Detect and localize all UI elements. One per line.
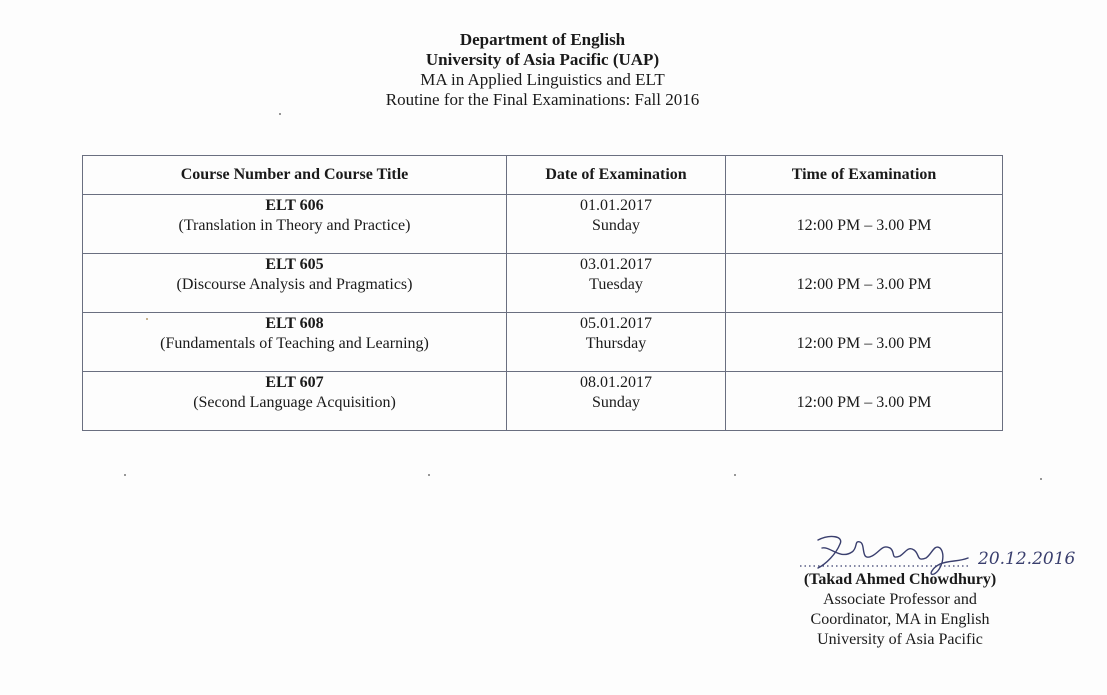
- routine-title: Routine for the Final Examinations: Fall 2016: [385, 90, 700, 109]
- signatory-details: [780, 570, 1020, 650]
- scan-speck: [428, 474, 430, 476]
- course-code: ELT 608: [265, 315, 324, 332]
- exam-day: Sunday: [592, 217, 640, 234]
- column-header-course: Course Number and Course Title: [83, 156, 507, 195]
- department-name: Department of English: [459, 30, 626, 49]
- table-header-row: [83, 156, 1003, 195]
- handwritten-date: 20.12.2016: [978, 549, 1076, 569]
- course-cell: [83, 254, 507, 313]
- date-cell: [507, 195, 726, 254]
- document-header: [0, 30, 1085, 110]
- table-row: [83, 313, 1003, 372]
- column-header-time: Time of Examination: [726, 156, 1003, 195]
- course-cell: [83, 195, 507, 254]
- scan-speck: [1040, 478, 1042, 480]
- date-cell: [507, 313, 726, 372]
- table-row: [83, 195, 1003, 254]
- scan-speck: [279, 113, 281, 115]
- course-cell: [83, 313, 507, 372]
- signatory-name: (Takad Ahmed Chowdhury): [803, 571, 997, 588]
- exam-time: 12:00 PM – 3.00 PM: [796, 394, 932, 411]
- course-title: (Second Language Acquisition): [193, 394, 396, 411]
- exam-day: Thursday: [585, 335, 647, 352]
- time-cell: [726, 313, 1003, 372]
- exam-date: 03.01.2017: [580, 256, 652, 273]
- exam-date: 08.01.2017: [580, 374, 652, 391]
- course-cell: [83, 372, 507, 431]
- exam-day: Sunday: [592, 394, 640, 411]
- time-cell: [726, 195, 1003, 254]
- signatory-role: Coordinator, MA in English: [810, 611, 990, 628]
- table-row: [83, 254, 1003, 313]
- university-name: University of Asia Pacific (UAP): [425, 50, 660, 69]
- program-name: MA in Applied Linguistics and ELT: [420, 70, 665, 89]
- signatory-position: Associate Professor and: [823, 591, 977, 608]
- exam-time: 12:00 PM – 3.00 PM: [796, 276, 932, 293]
- exam-date: 05.01.2017: [580, 315, 652, 332]
- exam-day: Tuesday: [589, 276, 643, 293]
- date-cell: [507, 372, 726, 431]
- course-code: ELT 605: [265, 256, 324, 273]
- scan-speck: [734, 474, 736, 476]
- time-cell: [726, 372, 1003, 431]
- signatory-institution: University of Asia Pacific: [817, 631, 983, 648]
- course-title: (Fundamentals of Teaching and Learning): [160, 335, 429, 352]
- course-code: ELT 606: [265, 197, 324, 214]
- table-row: [83, 372, 1003, 431]
- course-title: (Translation in Theory and Practice): [178, 217, 411, 234]
- exam-date: 01.01.2017: [580, 197, 652, 214]
- signature-block: [780, 530, 1100, 690]
- course-code: ELT 607: [265, 374, 324, 391]
- column-header-date: Date of Examination: [507, 156, 726, 195]
- course-title: (Discourse Analysis and Pragmatics): [176, 276, 413, 293]
- time-cell: [726, 254, 1003, 313]
- scan-speck: [124, 474, 126, 476]
- exam-time: 12:00 PM – 3.00 PM: [796, 335, 932, 352]
- exam-time: 12:00 PM – 3.00 PM: [796, 217, 932, 234]
- date-cell: [507, 254, 726, 313]
- exam-routine-table: [82, 155, 1003, 431]
